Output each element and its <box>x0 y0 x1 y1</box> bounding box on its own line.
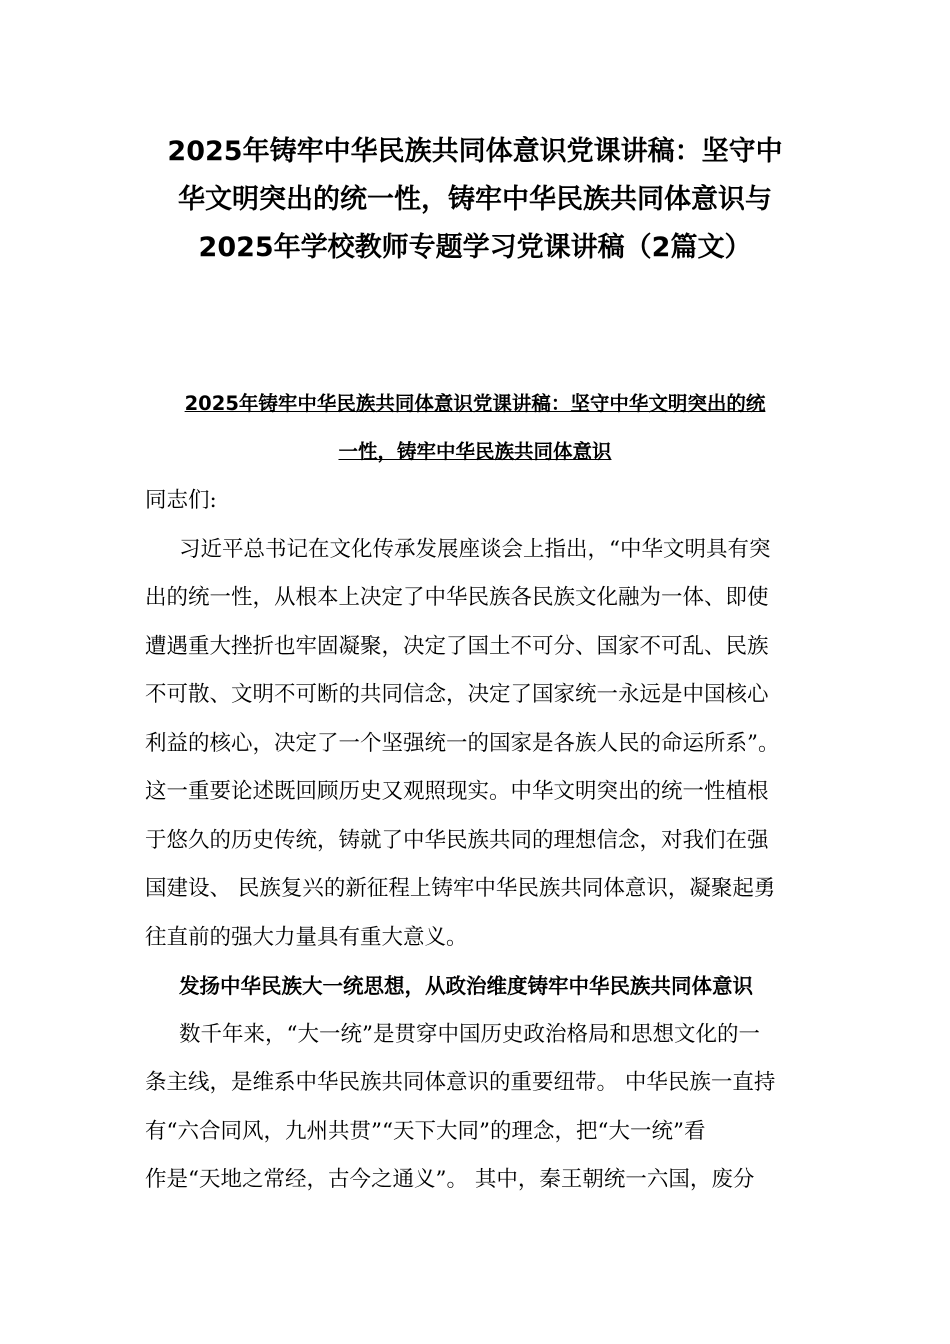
title-line: 2025年铸牢中华民族共同体意识党课讲稿：坚守中 <box>167 136 783 167</box>
title-line: 华文明突出的统一性，铸牢中华民族共同体意识与 <box>178 184 772 215</box>
paragraph-line: 有“六合同风，九州共贯”“天下大同”的理念，把“大一统”看 <box>145 1118 706 1144</box>
paragraph-line: 遭遇重大挫折也牢固凝聚，决定了国土不可分、国家不可乱、民族 <box>145 633 769 659</box>
title-line: 2025年学校教师专题学习党课讲稿（2篇文） <box>198 232 752 263</box>
paragraph-line: 往直前的强大力量具有重大意义。 <box>145 924 468 950</box>
paragraph-intro <box>145 526 825 963</box>
section-heading <box>145 962 825 1011</box>
paragraph-line: 习近平总书记在文化传承发展座谈会上指出，“中华文明具有突 <box>179 536 771 562</box>
subtitle-line: 一性，铸牢中华民族共同体意识 <box>338 440 612 463</box>
paragraph-line: 不可散、文明不可断的共同信念，决定了国家统一永远是中国核心 <box>145 682 769 707</box>
document-title <box>120 128 830 272</box>
paragraph-line: 出的统一性，从根本上决定了中华民族各民族文化融为一体、即使 <box>145 585 769 610</box>
subtitle-line: 2025年铸牢中华民族共同体意识党课讲稿：坚守中华文明突出的统 <box>184 392 766 415</box>
paragraph-line: 数千年来，“大一统”是贯穿中国历史政治格局和思想文化的一 <box>179 1021 760 1047</box>
paragraph-line: 国建设、 民族复兴的新征程上铸牢中华民族共同体意识，凝聚起勇 <box>145 876 776 901</box>
salutation-text: 同志们: <box>145 488 217 513</box>
paragraph-line: 这一重要论述既回顾历史又观照现实。中华文明突出的统一性植根 <box>145 779 769 804</box>
paragraph-line: 条主线，是维系中华民族共同体意识的重要纽带。 中华民族一直持 <box>145 1070 776 1095</box>
paragraph-line: 作是“天地之常经，古今之通义”。 其中，秦王朝统一六国，废分 <box>145 1167 755 1192</box>
paragraph-unity <box>145 1011 825 1205</box>
paragraph-line: 于悠久的历史传统，铸就了中华民族共同的理想信念，对我们在强 <box>145 827 769 853</box>
paragraph-line: 利益的核心，决定了一个坚强统一的国家是各族人民的命运所系”。 <box>145 730 780 756</box>
article-body <box>145 477 825 1205</box>
salutation <box>145 477 825 526</box>
article-subtitle <box>120 380 830 476</box>
section-heading-text: 发扬中华民族大一统思想，从政治维度铸牢中华民族共同体意识 <box>179 974 753 998</box>
